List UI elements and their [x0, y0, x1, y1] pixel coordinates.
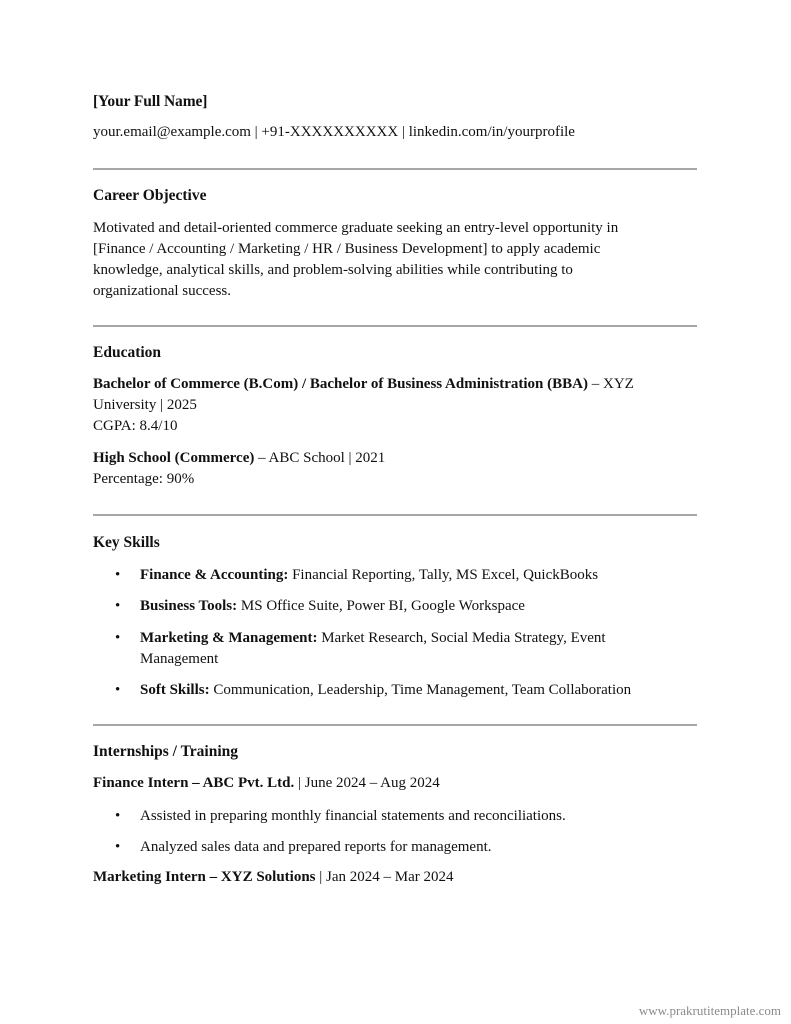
objective-line: [Finance / Accounting / Marketing / HR / Business Development] to apply academic — [93, 241, 601, 257]
education-school-line — [93, 450, 385, 467]
watermark-url: www.prakrutitemplate.com — [638, 1003, 781, 1018]
objective-text — [93, 218, 697, 302]
skill-value: Market Research, Social Media Strategy, Event — [317, 630, 606, 646]
bullet-icon: • — [115, 567, 121, 583]
section-title-key-skills: Key Skills — [93, 534, 160, 551]
institution: – XYZ — [587, 376, 634, 392]
internship-role: Finance Intern – ABC Pvt. Ltd. — [93, 775, 295, 791]
section-title-internships: Internships / Training — [93, 743, 239, 760]
internship-dates: | Jan 2024 – Mar 2024 — [315, 869, 454, 885]
contact-line: your.email@example.com | +91-XXXXXXXXXX | linkedin.com/in/yourprofile — [93, 124, 575, 140]
school-institution: – ABC School | 2021 — [254, 450, 386, 466]
skill-label: Finance & Accounting: — [140, 567, 289, 583]
education-degree-line — [93, 376, 634, 393]
skill-value: Financial Reporting, Tally, MS Excel, QuickBooks — [288, 567, 599, 583]
internship-heading — [93, 775, 440, 792]
school-name: High School (Commerce) — [93, 450, 255, 466]
divider — [93, 325, 697, 327]
internship-role: Marketing Intern – XYZ Solutions — [93, 869, 316, 885]
internship-heading — [93, 869, 454, 886]
internship-dates: | June 2024 – Aug 2024 — [294, 775, 440, 791]
skill-value: MS Office Suite, Power BI, Google Workspace — [237, 598, 525, 614]
full-name: [Your Full Name] — [93, 93, 208, 110]
degree-name: Bachelor of Commerce (B.Com) / Bachelor of Business Administration (BBA) — [93, 376, 588, 392]
section-title-education: Education — [93, 344, 162, 361]
section-title-career-objective: Career Objective — [93, 187, 207, 204]
objective-line: Motivated and detail-oriented commerce graduate seeking an entry-level opportunity in — [93, 220, 619, 236]
bullet-icon: • — [115, 630, 121, 646]
bullet-icon: • — [115, 598, 121, 614]
internship-bullet-text: Assisted in preparing monthly financial statements and reconciliations. — [140, 808, 566, 824]
bullet-icon: • — [115, 839, 121, 855]
objective-line: organizational success. — [93, 283, 232, 299]
internship-bullet-text: Analyzed sales data and prepared reports for management. — [140, 839, 492, 855]
divider — [93, 724, 697, 726]
skill-label: Soft Skills: — [140, 682, 210, 698]
bullet-icon: • — [115, 808, 121, 824]
institution-year: University | 2025 — [93, 397, 197, 413]
divider — [93, 514, 697, 516]
skill-label: Business Tools: — [140, 598, 238, 614]
objective-line: knowledge, analytical skills, and problem-solving abilities while contributing to — [93, 262, 573, 278]
cgpa: CGPA: 8.4/10 — [93, 418, 178, 434]
divider — [93, 168, 697, 170]
skill-label: Marketing & Management: — [140, 630, 318, 646]
percentage: Percentage: 90% — [93, 471, 195, 487]
bullet-icon: • — [115, 682, 121, 698]
skill-value-continued: Management — [140, 651, 219, 667]
skill-value: Communication, Leadership, Time Management, Team Collaboration — [209, 682, 632, 698]
